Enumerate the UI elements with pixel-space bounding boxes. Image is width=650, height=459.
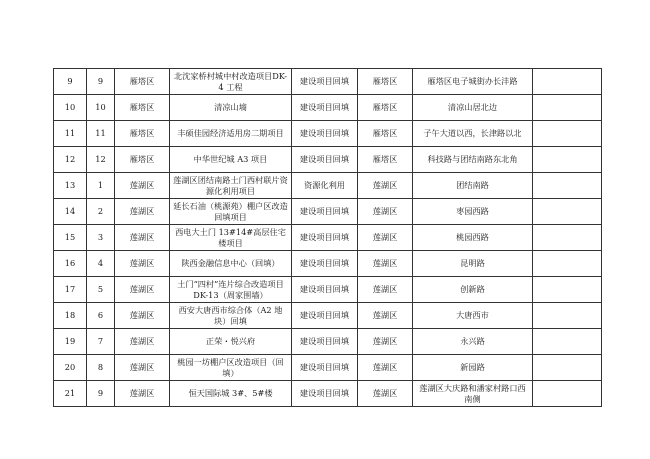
table-row (54, 277, 602, 303)
table-row (54, 121, 602, 147)
seq-cell: 9 (54, 69, 87, 95)
address-cell: 大唐西市 (413, 303, 533, 329)
note-cell (533, 95, 602, 121)
address-cell: 科技路与团结南路东北角 (413, 147, 533, 173)
sub-index-cell: 4 (87, 251, 115, 277)
note-cell (533, 147, 602, 173)
fill-type-cell: 建设项目回填 (292, 381, 358, 407)
seq-cell: 19 (54, 329, 87, 355)
fill-type-cell: 建设项目回填 (292, 121, 358, 147)
sub-index-cell: 9 (87, 69, 115, 95)
district-cell: 莲湖区 (115, 355, 170, 381)
seq-cell: 21 (54, 381, 87, 407)
sub-index-cell: 9 (87, 381, 115, 407)
note-cell (533, 355, 602, 381)
note-cell (533, 69, 602, 95)
fill-type-cell: 建设项目回填 (292, 355, 358, 381)
district-cell: 莲湖区 (115, 173, 170, 199)
table-row (54, 329, 602, 355)
project-name-cell: 北沈家桥村城中村改造项目DK-4 工程 (170, 69, 292, 95)
project-name-cell: 丰硕佳园经济适用房二期项目 (170, 121, 292, 147)
note-cell (533, 381, 602, 407)
project-name-cell: 清凉山墒 (170, 95, 292, 121)
project-name-cell: 莲湖区团结南路土门西村联片资源化利用项目 (170, 173, 292, 199)
area-cell: 莲湖区 (358, 381, 413, 407)
area-cell: 莲湖区 (358, 225, 413, 251)
area-cell: 雁塔区 (358, 95, 413, 121)
fill-type-cell: 建设项目回填 (292, 277, 358, 303)
note-cell (533, 303, 602, 329)
area-cell: 莲湖区 (358, 329, 413, 355)
area-cell: 雁塔区 (358, 121, 413, 147)
sub-index-cell: 3 (87, 225, 115, 251)
seq-cell: 10 (54, 95, 87, 121)
district-cell: 莲湖区 (115, 251, 170, 277)
seq-cell: 11 (54, 121, 87, 147)
seq-cell: 17 (54, 277, 87, 303)
fill-type-cell: 建设项目回填 (292, 225, 358, 251)
project-name-cell: 西安大唐西市综合体（A2 地块）回填 (170, 303, 292, 329)
seq-cell: 16 (54, 251, 87, 277)
table-row (54, 381, 602, 407)
sub-index-cell: 5 (87, 277, 115, 303)
note-cell (533, 251, 602, 277)
fill-type-cell: 建设项目回填 (292, 69, 358, 95)
district-cell: 莲湖区 (115, 277, 170, 303)
note-cell (533, 121, 602, 147)
table-row (54, 355, 602, 381)
sub-index-cell: 6 (87, 303, 115, 329)
table-row (54, 225, 602, 251)
sub-index-cell: 8 (87, 355, 115, 381)
note-cell (533, 225, 602, 251)
sub-index-cell: 11 (87, 121, 115, 147)
fill-type-cell: 建设项目回填 (292, 303, 358, 329)
note-cell (533, 173, 602, 199)
sub-index-cell: 12 (87, 147, 115, 173)
area-cell: 莲湖区 (358, 277, 413, 303)
district-cell: 莲湖区 (115, 381, 170, 407)
sub-index-cell: 1 (87, 173, 115, 199)
district-cell: 莲湖区 (115, 199, 170, 225)
district-cell: 雁塔区 (115, 147, 170, 173)
seq-cell: 20 (54, 355, 87, 381)
fill-type-cell: 资源化利用 (292, 173, 358, 199)
project-name-cell: 恒天国际城 3#、5#楼 (170, 381, 292, 407)
fill-type-cell: 建设项目回填 (292, 147, 358, 173)
address-cell: 团结南路 (413, 173, 533, 199)
address-cell: 莲湖区大庆路和潘家村路口西南侧 (413, 381, 533, 407)
district-cell: 莲湖区 (115, 225, 170, 251)
area-cell: 莲湖区 (358, 251, 413, 277)
address-cell: 永兴路 (413, 329, 533, 355)
project-name-cell: 桃园一坊棚户区改造项目（回填） (170, 355, 292, 381)
table-row (54, 147, 602, 173)
seq-cell: 14 (54, 199, 87, 225)
table-row (54, 95, 602, 121)
table-row (54, 173, 602, 199)
sub-index-cell: 10 (87, 95, 115, 121)
seq-cell: 18 (54, 303, 87, 329)
table-row (54, 303, 602, 329)
project-table (53, 68, 602, 407)
seq-cell: 15 (54, 225, 87, 251)
district-cell: 莲湖区 (115, 329, 170, 355)
seq-cell: 13 (54, 173, 87, 199)
address-cell: 创新路 (413, 277, 533, 303)
project-name-cell: 土门“四村”连片综合改造项目 DK-13（周家围墙） (170, 277, 292, 303)
table-row (54, 199, 602, 225)
fill-type-cell: 建设项目回填 (292, 251, 358, 277)
table-row (54, 251, 602, 277)
table-body (54, 69, 602, 407)
district-cell: 雁塔区 (115, 69, 170, 95)
project-name-cell: 陕西金融信息中心（回填） (170, 251, 292, 277)
district-cell: 莲湖区 (115, 303, 170, 329)
project-name-cell: 西电大土门 13#14#高层住宅楼项目 (170, 225, 292, 251)
note-cell (533, 329, 602, 355)
address-cell: 子午大道以西，长津路以北 (413, 121, 533, 147)
address-cell: 清凉山居北边 (413, 95, 533, 121)
note-cell (533, 199, 602, 225)
address-cell: 昆明路 (413, 251, 533, 277)
sub-index-cell: 2 (87, 199, 115, 225)
area-cell: 莲湖区 (358, 173, 413, 199)
district-cell: 雁塔区 (115, 95, 170, 121)
area-cell: 雁塔区 (358, 69, 413, 95)
table-row (54, 69, 602, 95)
project-name-cell: 中华世纪城 A3 项目 (170, 147, 292, 173)
address-cell: 雁塔区电子城街办长沣路 (413, 69, 533, 95)
district-cell: 雁塔区 (115, 121, 170, 147)
note-cell (533, 277, 602, 303)
sub-index-cell: 7 (87, 329, 115, 355)
area-cell: 莲湖区 (358, 355, 413, 381)
seq-cell: 12 (54, 147, 87, 173)
address-cell: 枣园西路 (413, 199, 533, 225)
project-name-cell: 延长石油（桃源苑）棚户区改造回填项目 (170, 199, 292, 225)
address-cell: 新园路 (413, 355, 533, 381)
fill-type-cell: 建设项目回填 (292, 199, 358, 225)
project-name-cell: 正荣・悦兴府 (170, 329, 292, 355)
fill-type-cell: 建设项目回填 (292, 95, 358, 121)
area-cell: 莲湖区 (358, 303, 413, 329)
address-cell: 桃园西路 (413, 225, 533, 251)
fill-type-cell: 建设项目回填 (292, 329, 358, 355)
area-cell: 莲湖区 (358, 199, 413, 225)
area-cell: 雁塔区 (358, 147, 413, 173)
